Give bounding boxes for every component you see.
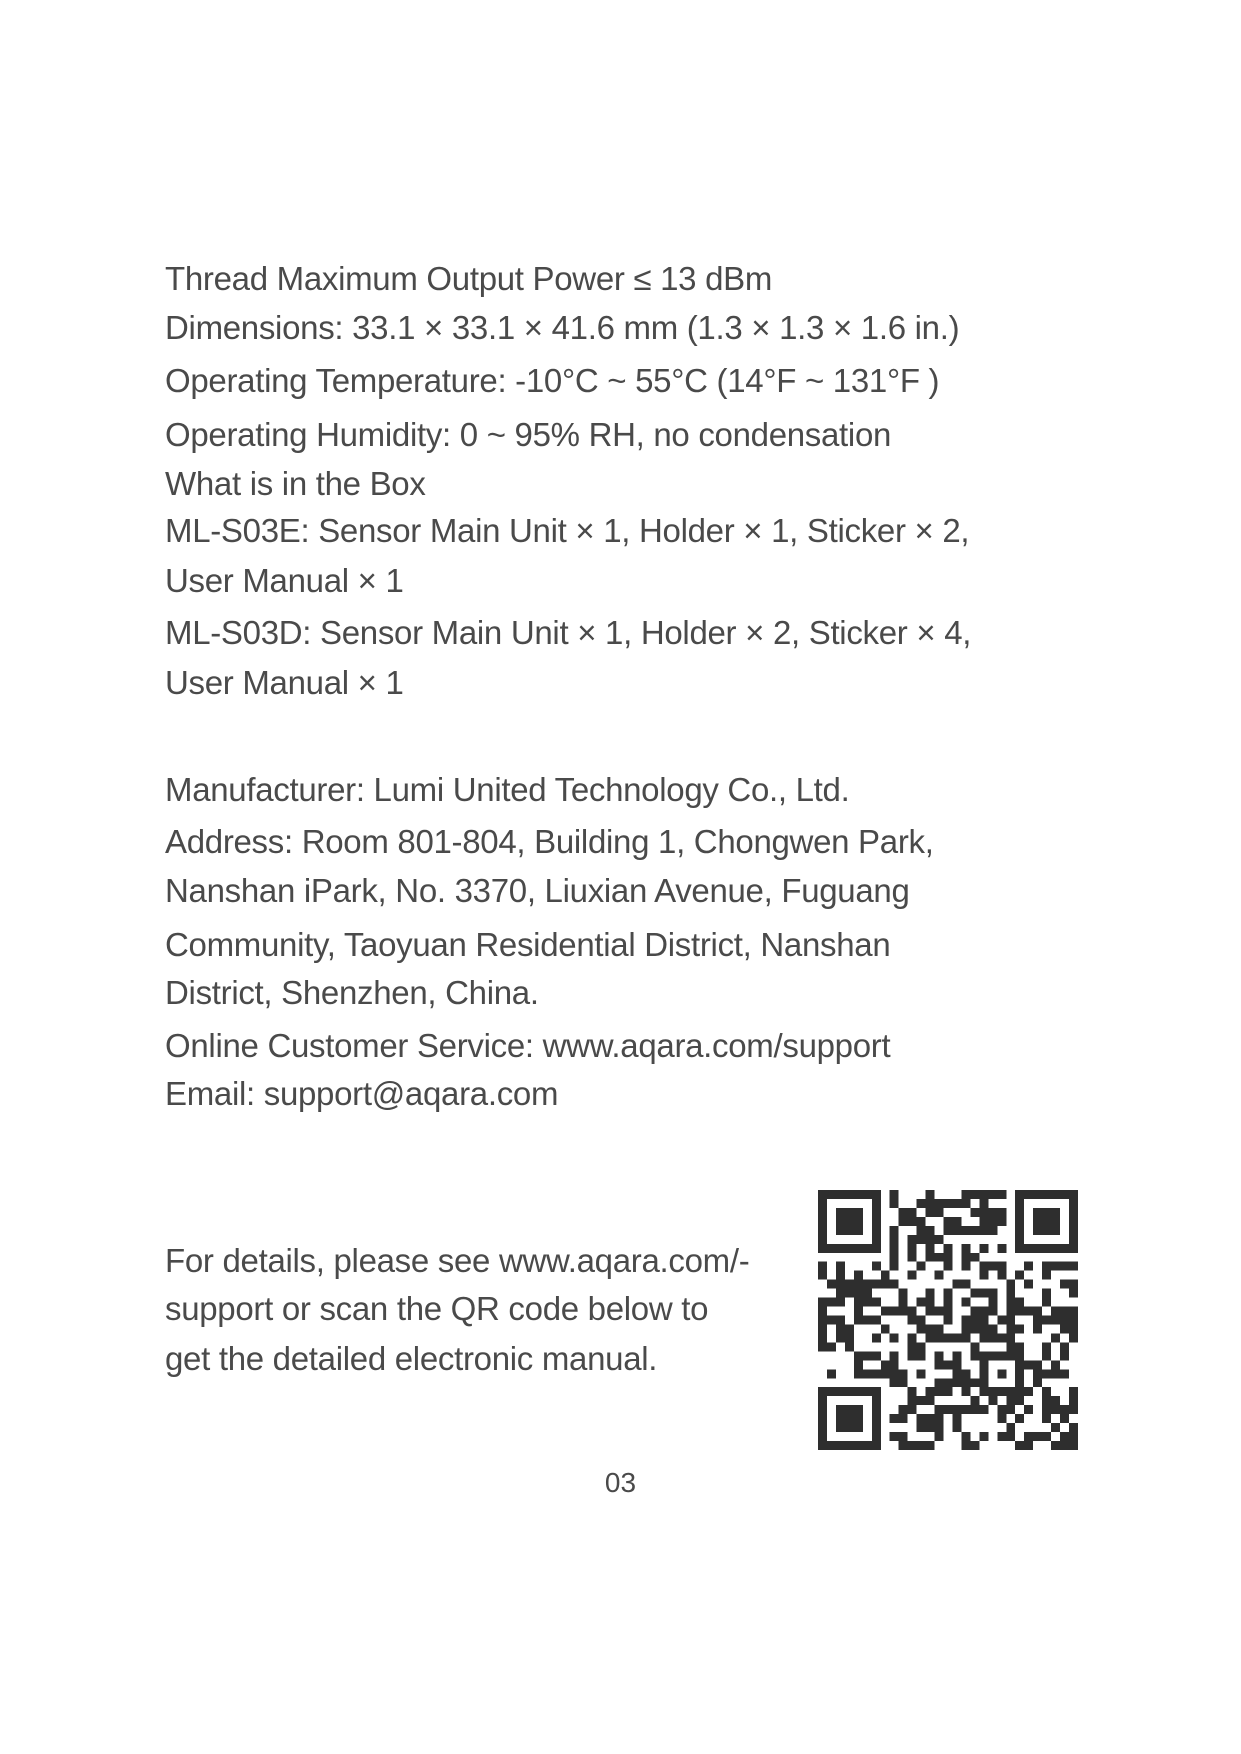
- page-number: 03: [604, 1467, 637, 1498]
- box-contents-ml-s03e-cont: User Manual × 1: [165, 562, 404, 599]
- box-contents-heading: What is in the Box: [165, 465, 426, 502]
- manufacturer-address-3: Community, Taoyuan Residential District, Nanshan: [165, 926, 891, 963]
- customer-service: Online Customer Service: www.aqara.com/support: [165, 1027, 891, 1064]
- box-contents-ml-s03d-cont: User Manual × 1: [165, 664, 404, 701]
- spec-output-power: Thread Maximum Output Power ≤ 13 dBm: [165, 260, 773, 297]
- spec-operating-temperature: Operating Temperature: -10°C ~ 55°C (14°F ~ 131°F ): [165, 362, 940, 399]
- details-line-1: For details, please see www.aqara.com/-: [165, 1242, 750, 1279]
- details-line-2: support or scan the QR code below to: [165, 1290, 709, 1327]
- support-email: Email: support@aqara.com: [165, 1075, 559, 1112]
- box-contents-ml-s03d: ML-S03D: Sensor Main Unit × 1, Holder × 2, Sticker × 4,: [165, 614, 972, 651]
- details-line-3: get the detailed electronic manual.: [165, 1340, 658, 1377]
- manufacturer-address-1: Address: Room 801-804, Building 1, Chongwen Park,: [165, 823, 934, 860]
- manufacturer-address-4: District, Shenzhen, China.: [165, 974, 539, 1011]
- manufacturer-name: Manufacturer: Lumi United Technology Co., Ltd.: [165, 771, 850, 808]
- spec-operating-humidity: Operating Humidity: 0 ~ 95% RH, no condensation: [165, 416, 892, 453]
- qr-code[interactable]: [818, 1190, 1078, 1450]
- box-contents-ml-s03e: ML-S03E: Sensor Main Unit × 1, Holder × 1, Sticker × 2,: [165, 512, 970, 549]
- manufacturer-address-2: Nanshan iPark, No. 3370, Liuxian Avenue, Fuguang: [165, 872, 910, 909]
- spec-dimensions: Dimensions: 33.1 × 33.1 × 41.6 mm (1.3 × 1.3 × 1.6 in.): [165, 309, 960, 346]
